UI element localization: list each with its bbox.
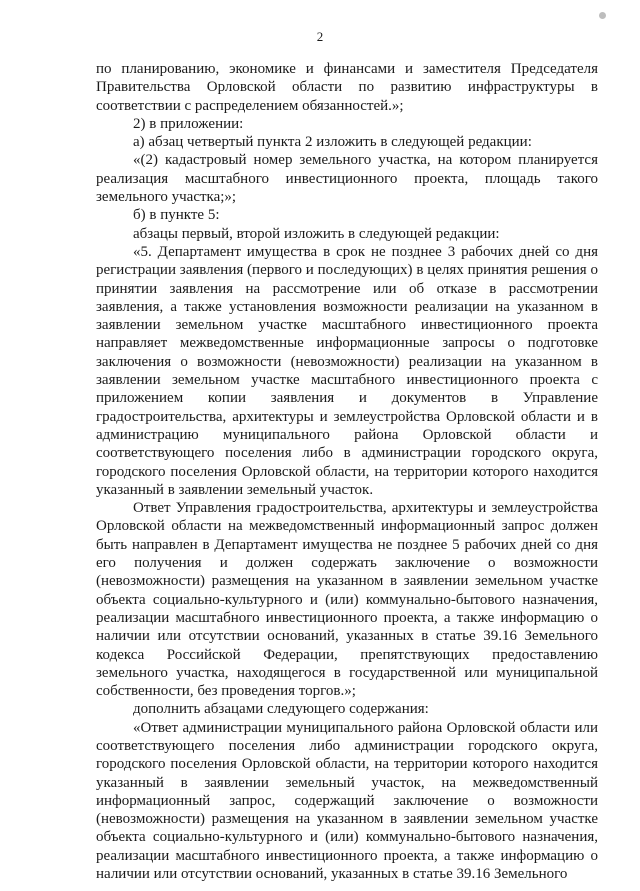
paragraph-point-5: «5. Департамент имущества в срок не позднее 3 рабочих дней со дня регистрации заявления (первого и последующих) в целях принятия решения о принятии заявления на рассмотрение или об отказе в рассмотрении заявления, а также установления возможности реализации на указанном в заявлении земельном участке масштабного инвестиционного проекта направляет межведомственные информационные запросы о подготовке заключения о возможности (невозможности) реализации на указанном в заявлении земельном участке масштабного инвестиционного проекта с приложением копии заявления и документов в Управление градостроительства, архитектуры и землеустройства Орловской области и в администрацию муниципального района Орловской области и соответствующего поселения либо в администрации городского округа, городского поселения Орловской области, на территории которого находится указанный в заявлении земельный участок. xyxy=(96,243,598,498)
paragraph-amend-instruction: абзацы первый, второй изложить в следующей редакции: xyxy=(133,225,500,242)
scan-speck xyxy=(599,12,606,19)
document-body xyxy=(96,60,598,883)
paragraph-supplement-instruction: дополнить абзацами следующего содержания: xyxy=(133,701,429,718)
paragraph-response-department: Ответ Управления градостроительства, архитектуры и землеустройства Орловской области на межведомственный информационный запрос должен быть направлен в Департамент имущества не позднее 5 рабочих дней со дня его получения и должен содержать заключение о возможности (невозможности) размещения на указанном в заявлении земельном участке объекта социально-культурного и (или) коммунально-бытового назначения, реализации масштабного инвестиционного проекта, а также информацию о наличии или отсутствии оснований, указанных в статье 39.16 Земельного кодекса Российской Федерации, препятствующих предоставлению земельного участка, находящегося в государственной или муниципальной собственности, без проведения торгов.»; xyxy=(96,500,598,700)
page-number: 2 xyxy=(316,29,324,44)
paragraph-item-2: 2) в приложении: xyxy=(133,115,244,132)
paragraph-subitem-a: а) абзац четвертый пункта 2 изложить в следующей редакции: xyxy=(133,134,532,151)
paragraph-cadastral-quote: «(2) кадастровый номер земельного участка, на котором планируется реализация масштабного инвестиционного проекта, площадь такого земельного участка;»; xyxy=(96,152,598,206)
paragraph-response-administration: «Ответ администрации муниципального района Орловской области или соответствующего поселения либо администрации городского округа, городского поселения Орловской области, на территории которого находится указанный в заявлении земельный участок, на межведомственный информационный запрос, содержащий заключение о возможности (невозможности) размещения на указанном в заявлении земельном участке объекта социально-культурного и (или) коммунально-бытового назначения, реализации масштабного инвестиционного проекта, а также информацию о наличии или отсутствии оснований, указанных в статье 39.16 Земельного xyxy=(96,719,598,883)
paragraph-continuation: по планированию, экономике и финансами и заместителя Председателя Правительства Орловской области по развитию инфраструктуры в соответствии с распределением обязанностей.»; xyxy=(96,61,598,114)
paragraph-subitem-b: б) в пункте 5: xyxy=(133,207,220,224)
